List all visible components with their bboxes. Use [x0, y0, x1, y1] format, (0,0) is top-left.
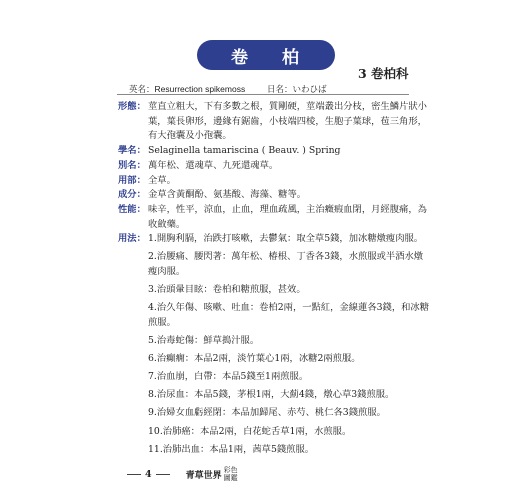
- footer-dash-left: [127, 474, 141, 475]
- section-text: 莖直立粗大，下有多數之根，質剛硬，莖端叢出分枝，密生鱗片狀小葉，葉長卵形，邊緣有鋸齒，小枝端四棱，生胞子葉球，苞三角形，有大孢囊及小孢囊。: [148, 101, 427, 142]
- usage-label: 用法：: [118, 233, 146, 245]
- section-text: 味辛，性平，涼血，止血，理血疏風，主治癥瘕血閉，月經腹痛，為收斂藥。: [148, 203, 427, 230]
- usage-item: 11.治肺出血：本品1兩，茜草5錢煎服。: [148, 443, 315, 455]
- usage-item: 8.治尿血：本品5錢，茅根1兩，大薊4錢，燉心草3錢煎服。: [148, 389, 395, 401]
- section-text: 萬年松、還魂草、九死還魂草。: [148, 159, 279, 171]
- english-name-label: 英名：: [129, 84, 155, 94]
- japanese-name: いわひば: [292, 84, 327, 94]
- section-scientific-name: [118, 144, 430, 159]
- usage-item: 2.治腰痛、腰閃著：萬年松、椿根、丁香各3錢，水煎服或半酒水燉瘦肉服。: [148, 251, 424, 278]
- usage-text: [148, 232, 430, 460]
- usage-item: 3.治頭暈目眩：卷柏和糖煎服，甚效。: [148, 284, 306, 296]
- section-label: 性能：: [118, 203, 146, 215]
- section-label: 別名：: [118, 159, 146, 171]
- section-parts-used: [118, 174, 430, 189]
- section-label: 學名：: [118, 145, 146, 157]
- footer-dash-right: [156, 474, 170, 475]
- section-properties: [118, 203, 430, 232]
- usage-item: 4.治久年傷、咳嗽、吐血：卷柏2兩，一點紅，金線蓮各3錢，和冰糖煎服。: [148, 302, 430, 329]
- usage-list: [148, 232, 430, 457]
- usage-item: 10.治肺癌：本品2兩，白花蛇舌草1兩，水煎服。: [148, 425, 352, 437]
- japanese-name-label: 日名：: [267, 84, 293, 94]
- usage-item: 1.開胸利膈，治跌打咳嗽，去鬱氣：取全草5錢，加冰糖燉瘦肉服。: [148, 233, 424, 245]
- footer-brand-sub: [224, 467, 238, 482]
- divider: [117, 94, 409, 95]
- footer: [125, 467, 238, 482]
- section-label: 形態：: [118, 101, 146, 112]
- footer-brand-sub-bottom: 圖鑑: [223, 473, 238, 482]
- section-text: Selaginella tamariscina ( Beauv. ) Spring: [148, 145, 341, 157]
- section-usage: [118, 232, 430, 460]
- title-banner: 卷 柏: [197, 40, 335, 70]
- content: [118, 100, 430, 461]
- section-text: 全草。: [148, 174, 176, 186]
- section-label: 成分：: [118, 189, 146, 201]
- footer-brand: 青草世界: [185, 471, 222, 481]
- section-aliases: [118, 159, 430, 174]
- section-text: 金草含黃酮酚、氨基酸、海藻、糖等。: [148, 189, 307, 201]
- section-label: 用部：: [118, 174, 146, 186]
- family-label: 3 卷柏科: [358, 66, 409, 81]
- usage-item: 5.治毒蛇傷：鮮草搗汁服。: [148, 335, 260, 347]
- usage-item: 7.治血崩，白帶：本品5錢至1兩煎服。: [148, 371, 309, 383]
- usage-item: 6.治癲癇：本品2兩，淡竹葉心1兩，冰糖2兩煎服。: [148, 353, 361, 365]
- footer-brand-sub-top: 彩色: [223, 466, 238, 474]
- usage-item: 9.治婦女血虧經閉：本品加歸尾、赤芍、桃仁各3錢煎服。: [148, 407, 386, 419]
- english-name: Resurrection spikemoss: [154, 84, 246, 94]
- section-morphology: [118, 100, 430, 144]
- page-number: 4: [145, 469, 152, 480]
- section-components: [118, 188, 430, 203]
